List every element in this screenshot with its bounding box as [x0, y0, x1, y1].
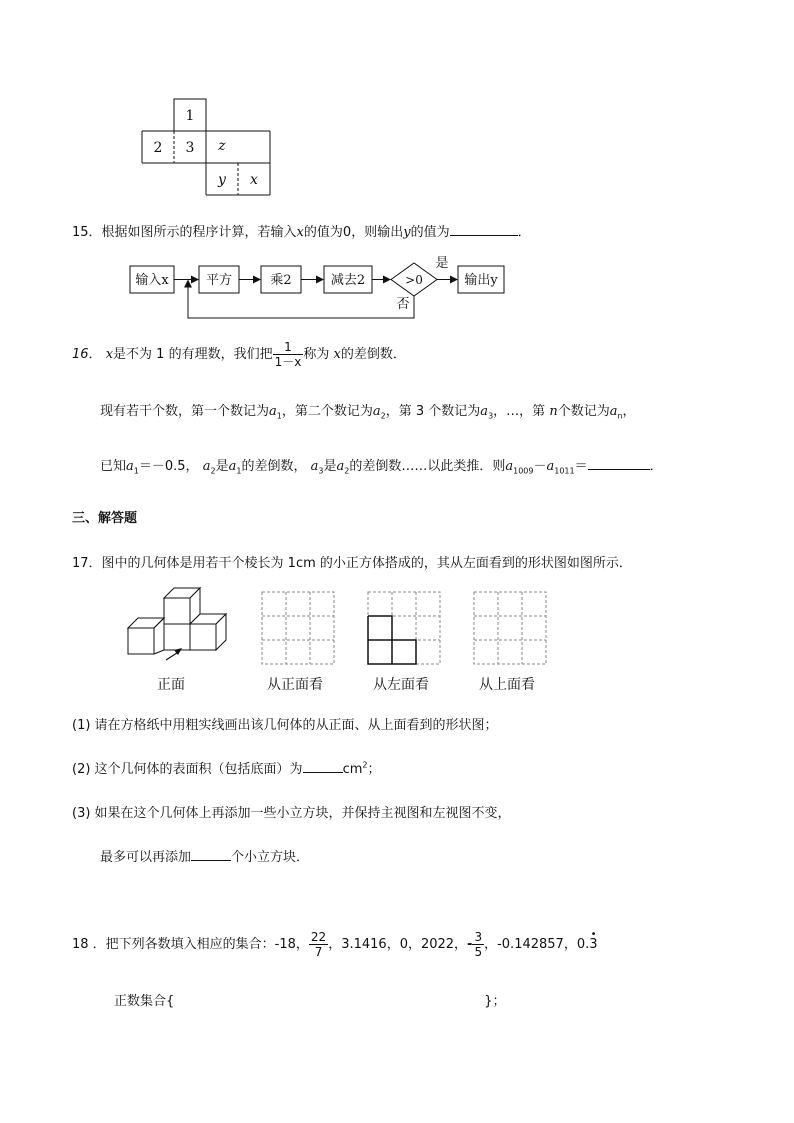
q18-repeating — [577, 930, 598, 960]
q17-part2-c: ； — [367, 762, 381, 777]
q16-answer-blank[interactable] — [588, 455, 650, 470]
q17-part2-a: (2) 这个几何体的表面积（包括底面）为 — [72, 762, 303, 777]
q16-line2-b: ，第二个数记为 — [281, 404, 373, 419]
q16-b-a2b: a — [336, 459, 345, 474]
q18-frac1-den: 7 — [314, 945, 323, 959]
q16-a1011: a — [546, 459, 555, 474]
flow-no: 否 — [396, 297, 410, 312]
q16-line2-d: ，…，第 — [493, 404, 546, 419]
q16-b-a2-sub: 2 — [210, 466, 216, 476]
q16-line3-e: 是 — [323, 459, 337, 474]
front-view-grid[interactable] — [261, 591, 337, 667]
q16-n: n — [549, 404, 558, 419]
q16-b-a2: a — [202, 459, 211, 474]
flow-square: 平方 — [205, 273, 233, 288]
q18-b: ，3.1416，0，2022， — [328, 937, 468, 952]
flow-cond: >0 — [405, 273, 423, 287]
q16-an: a — [609, 404, 618, 419]
q16-frac-num: 1 — [273, 340, 304, 355]
q16-line1-d: 的差倒数． — [340, 347, 406, 362]
q16-line3-b: ＝－0.5， — [138, 459, 199, 474]
q16-x-2: x — [333, 347, 341, 362]
q17-part1: (1) 请在方格纸中用粗实线画出该几何体的从正面、从上面看到的形状图； — [72, 718, 498, 733]
flowchart — [124, 255, 514, 325]
q15-text-e: ． — [517, 225, 531, 240]
q15-text-d: 的值为 — [410, 225, 450, 240]
cube-net-figure — [140, 97, 274, 197]
q16-b-a1-sub: 1 — [133, 466, 139, 476]
q18-frac2-den: 5 — [474, 945, 483, 959]
q18-frac2 — [472, 930, 484, 959]
net-cell-z: z — [218, 138, 226, 154]
positive-set — [114, 990, 506, 1009]
q18-stem — [72, 930, 598, 960]
flow-minus: 减去2 — [330, 273, 366, 288]
q15-text-b: 的值为 — [303, 225, 343, 240]
q16-b-a3-sub: 3 — [318, 466, 324, 476]
q16-frac-den: 1－x — [274, 355, 302, 369]
q16-line3-h: ． — [649, 459, 663, 474]
q16-an-sub: n — [617, 411, 623, 421]
flow-input: 输入x — [135, 273, 169, 288]
q16-a3: a — [480, 404, 489, 419]
caption-front: 正面 — [157, 677, 185, 693]
q16-line2-c: ，第 3 个数记为 — [385, 404, 481, 419]
q16-line3-c: 是 — [215, 459, 229, 474]
repeating-dot-icon: • — [590, 929, 597, 940]
q16-fraction — [273, 340, 304, 369]
q18-rep-text: 0.3 — [576, 937, 598, 952]
q17-part3-line2 — [100, 846, 309, 865]
q15-text-c: ，则输出 — [351, 225, 404, 240]
net-cell-y: y — [218, 172, 226, 188]
flow-yes: 是 — [435, 256, 449, 271]
q17-unit-sup: 2 — [362, 760, 368, 770]
q16-equals: ＝ — [574, 459, 588, 474]
caption-front-view: 从正面看 — [267, 677, 323, 693]
section-header: 三、解答题 — [72, 511, 138, 526]
q16-a1009: a — [505, 459, 514, 474]
q17-part3-c: 个小立方块． — [231, 850, 310, 865]
q16-x-1: x — [105, 347, 114, 362]
q16-line1 — [72, 340, 406, 370]
q17-part3-b: 最多可以再添加 — [100, 850, 192, 865]
net-cell-1: 1 — [185, 108, 195, 124]
q15-var-y: y — [403, 225, 411, 240]
left-view-grid — [367, 591, 443, 667]
q18-a: 18 ．把下列各数填入相应的集合：-18， — [72, 937, 309, 952]
flow-mult: 乘2 — [270, 273, 292, 288]
q16-dot: ． — [88, 347, 102, 362]
flow-output: 输出y — [464, 273, 498, 288]
q16-line2-a: 现有若干个数，第一个数记为 — [100, 404, 270, 419]
q18-c: ，-0.142857， — [484, 937, 577, 952]
q15-answer-blank[interactable] — [450, 221, 518, 236]
q15-stem — [72, 221, 531, 240]
q16-line2-e: 个数记为 — [557, 404, 610, 419]
q16-line2 — [100, 400, 636, 421]
q16-line3-d: 的差倒数， — [241, 459, 307, 474]
q16-a1: a — [269, 404, 277, 419]
q18-frac2-num: 3 — [474, 930, 483, 944]
caption-top-view: 从上面看 — [479, 677, 535, 693]
q16-a2-sub: 2 — [380, 411, 386, 421]
q15-zero: 0 — [342, 225, 352, 240]
q17-area-blank[interactable] — [303, 758, 343, 773]
q16-line3-a: 已知 — [100, 459, 127, 474]
q18-neg: - — [467, 937, 473, 952]
q15-var-x: x — [296, 225, 304, 240]
q16-a3-sub: 3 — [488, 411, 494, 421]
q18-frac1-num: 22 — [310, 930, 327, 944]
q16-b-a2b-sub: 2 — [344, 466, 350, 476]
positive-set-end: }； — [484, 994, 506, 1009]
q16-a2: a — [372, 404, 381, 419]
q17-solid-figure — [122, 586, 232, 662]
q16-minus: － — [533, 459, 547, 474]
q17-stem: 17．图中的几何体是用若干个棱长为 1cm 的小正方体搭成的，其从左面看到的形状图如图所示． — [72, 556, 632, 571]
q16-line3-f: 的差倒数……以此类推．则 — [349, 459, 506, 474]
q16-a1009-sub: 1009 — [513, 466, 534, 476]
q16-line2-f: ， — [622, 404, 636, 419]
q16-a1011-sub: 1011 — [554, 466, 575, 476]
q16-a1-sub: 1 — [276, 411, 282, 421]
net-cell-2: 2 — [153, 140, 163, 156]
net-cell-3: 3 — [185, 140, 195, 156]
q16-num: 16 — [72, 347, 89, 362]
net-cell-x: x — [250, 172, 258, 188]
positive-set-label: 正数集合{ — [114, 994, 175, 1009]
top-view-grid[interactable] — [473, 591, 549, 667]
q16-line1-c: 称为 — [303, 347, 330, 362]
q16-b-a1b: a — [228, 459, 237, 474]
q17-part2 — [72, 758, 380, 777]
q17-part3: (3) 如果在这个几何体上再添加一些小立方块，并保持主视图和左视图不变， — [72, 806, 511, 821]
q16-line3 — [100, 455, 663, 476]
q16-b-a3: a — [310, 459, 319, 474]
q16-b-a1: a — [126, 459, 134, 474]
caption-left-view: 从左面看 — [373, 677, 429, 693]
q18-frac1 — [309, 930, 328, 959]
q17-count-blank[interactable] — [191, 846, 231, 861]
q16-line1-b: 是不为 1 的有理数，我们把 — [113, 347, 273, 362]
q16-b-a1b-sub: 1 — [236, 466, 242, 476]
q17-unit: cm — [342, 762, 363, 777]
q15-text-a: 15．根据如图所示的程序计算，若输入 — [72, 225, 297, 240]
